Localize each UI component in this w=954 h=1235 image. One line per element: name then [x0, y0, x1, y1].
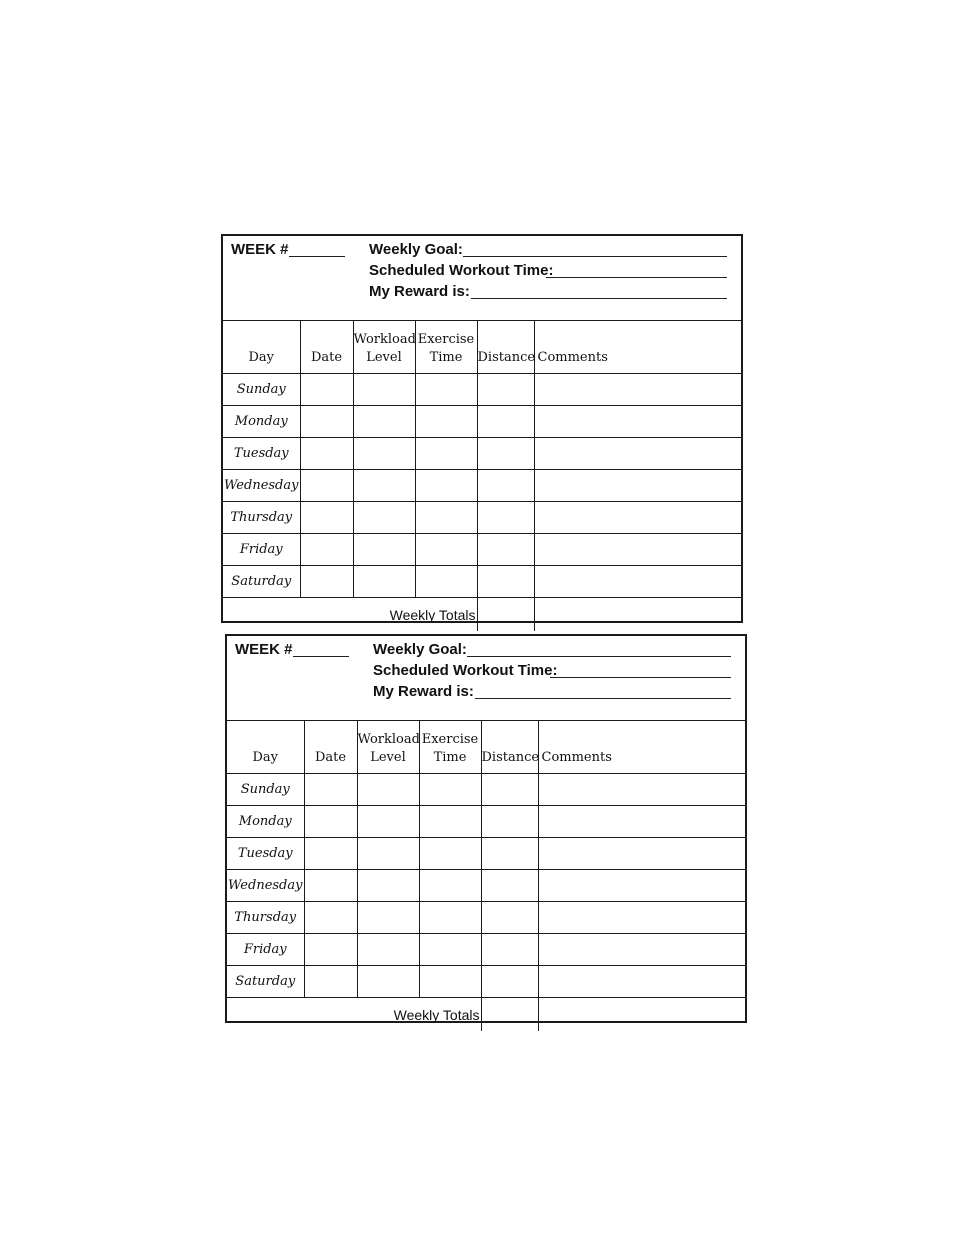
distance-total-cell[interactable] [477, 598, 534, 632]
day-label: Tuesday [227, 838, 304, 870]
totals-row [223, 598, 741, 632]
date-cell[interactable] [304, 774, 357, 806]
column-header-comments: Comments [534, 321, 741, 374]
reward-field[interactable] [475, 698, 731, 699]
table-row [223, 534, 741, 566]
weekly-goal-label: Weekly Goal: [369, 241, 463, 258]
weekly-totals-label: Weekly Totals [223, 598, 477, 632]
date-cell[interactable] [300, 374, 353, 406]
workload-cell[interactable] [353, 534, 415, 566]
distance-cell[interactable] [481, 838, 538, 870]
date-cell[interactable] [300, 438, 353, 470]
scheduled-workout-time-label: Scheduled Workout Time: [369, 262, 554, 279]
table-row [223, 502, 741, 534]
column-header-distance: Distance [481, 721, 538, 774]
comments-cell[interactable] [534, 566, 741, 598]
exercise-time-cell[interactable] [415, 566, 477, 598]
comments-total-cell[interactable] [538, 998, 745, 1032]
comments-cell[interactable] [538, 806, 745, 838]
day-label: Sunday [223, 374, 300, 406]
comments-cell[interactable] [534, 534, 741, 566]
table-row [227, 870, 745, 902]
day-label: Friday [223, 534, 300, 566]
weekly-goal-label: Weekly Goal: [373, 641, 467, 658]
column-header-exercise-time: Exercise Time [419, 721, 481, 774]
exercise-time-cell[interactable] [415, 470, 477, 502]
distance-cell[interactable] [477, 534, 534, 566]
date-cell[interactable] [304, 870, 357, 902]
totals-row [227, 998, 745, 1032]
workout-table [223, 320, 741, 631]
column-header-day: Day [227, 721, 304, 774]
week-number-label: WEEK # [231, 241, 289, 258]
exercise-time-cell[interactable] [419, 806, 481, 838]
column-header-comments: Comments [538, 721, 745, 774]
table-row [223, 438, 741, 470]
weekly-log-form [221, 234, 743, 623]
workload-cell[interactable] [357, 966, 419, 998]
exercise-time-cell[interactable] [419, 934, 481, 966]
workload-cell[interactable] [353, 502, 415, 534]
workload-cell[interactable] [353, 374, 415, 406]
distance-total-cell[interactable] [481, 998, 538, 1032]
column-header-exercise-time: Exercise Time [415, 321, 477, 374]
table-row [227, 902, 745, 934]
distance-cell[interactable] [481, 774, 538, 806]
distance-cell[interactable] [481, 966, 538, 998]
scheduled-workout-time-label: Scheduled Workout Time: [373, 662, 558, 679]
comments-cell[interactable] [538, 838, 745, 870]
weekly-log-form [225, 634, 747, 1023]
table-row [227, 934, 745, 966]
distance-cell[interactable] [477, 406, 534, 438]
comments-cell[interactable] [534, 438, 741, 470]
table-row [223, 470, 741, 502]
workload-cell[interactable] [357, 838, 419, 870]
exercise-time-cell[interactable] [419, 966, 481, 998]
week-number-label: WEEK # [235, 641, 293, 658]
reward-label: My Reward is: [369, 283, 470, 300]
exercise-time-cell[interactable] [415, 374, 477, 406]
exercise-time-cell[interactable] [419, 774, 481, 806]
distance-cell[interactable] [477, 502, 534, 534]
table-row [223, 374, 741, 406]
weekly-goal-field[interactable] [463, 256, 727, 257]
weekly-totals-label: Weekly Totals [227, 998, 481, 1032]
comments-cell[interactable] [534, 502, 741, 534]
comments-cell[interactable] [538, 774, 745, 806]
table-row [223, 566, 741, 598]
distance-cell[interactable] [481, 806, 538, 838]
date-cell[interactable] [300, 406, 353, 438]
workload-cell[interactable] [357, 934, 419, 966]
exercise-time-cell[interactable] [419, 838, 481, 870]
comments-cell[interactable] [538, 934, 745, 966]
workload-cell[interactable] [353, 470, 415, 502]
distance-cell[interactable] [477, 470, 534, 502]
log-header [227, 636, 745, 720]
reward-label: My Reward is: [373, 683, 474, 700]
scheduled-workout-time-field[interactable] [550, 677, 731, 678]
day-label: Sunday [227, 774, 304, 806]
workload-cell[interactable] [353, 438, 415, 470]
distance-cell[interactable] [481, 902, 538, 934]
day-label: Tuesday [223, 438, 300, 470]
weekly-goal-field[interactable] [467, 656, 731, 657]
exercise-time-cell[interactable] [419, 870, 481, 902]
date-cell[interactable] [300, 470, 353, 502]
date-cell[interactable] [300, 502, 353, 534]
comments-cell[interactable] [538, 870, 745, 902]
scheduled-workout-time-field[interactable] [546, 277, 727, 278]
exercise-time-cell[interactable] [415, 406, 477, 438]
log-header [223, 236, 741, 320]
comments-cell[interactable] [534, 374, 741, 406]
day-label: Friday [227, 934, 304, 966]
table-row [227, 838, 745, 870]
day-label: Saturday [227, 966, 304, 998]
day-label: Wednesday [227, 870, 304, 902]
comments-cell[interactable] [538, 966, 745, 998]
workload-cell[interactable] [357, 902, 419, 934]
distance-cell[interactable] [477, 374, 534, 406]
distance-cell[interactable] [481, 870, 538, 902]
date-cell[interactable] [300, 534, 353, 566]
column-header-date: Date [304, 721, 357, 774]
workout-table [227, 720, 745, 1031]
day-label: Monday [227, 806, 304, 838]
column-header-workload-level: Workload Level [357, 721, 419, 774]
workload-cell[interactable] [357, 774, 419, 806]
column-header-distance: Distance [477, 321, 534, 374]
date-cell[interactable] [304, 806, 357, 838]
comments-cell[interactable] [534, 406, 741, 438]
comments-cell[interactable] [538, 902, 745, 934]
day-label: Saturday [223, 566, 300, 598]
distance-cell[interactable] [477, 438, 534, 470]
column-header-date: Date [300, 321, 353, 374]
day-label: Thursday [223, 502, 300, 534]
exercise-time-cell[interactable] [419, 902, 481, 934]
exercise-time-cell[interactable] [415, 534, 477, 566]
column-header-day: Day [223, 321, 300, 374]
date-cell[interactable] [304, 934, 357, 966]
column-header-workload-level: Workload Level [353, 321, 415, 374]
table-row [227, 774, 745, 806]
distance-cell[interactable] [481, 934, 538, 966]
week-number-field[interactable] [289, 256, 345, 257]
date-cell[interactable] [304, 902, 357, 934]
workload-cell[interactable] [357, 870, 419, 902]
table-row [227, 966, 745, 998]
week-number-field[interactable] [293, 656, 349, 657]
distance-cell[interactable] [477, 566, 534, 598]
table-row [223, 406, 741, 438]
comments-total-cell[interactable] [534, 598, 741, 632]
exercise-time-cell[interactable] [415, 502, 477, 534]
date-cell[interactable] [300, 566, 353, 598]
comments-cell[interactable] [534, 470, 741, 502]
workload-cell[interactable] [353, 566, 415, 598]
day-label: Monday [223, 406, 300, 438]
reward-field[interactable] [471, 298, 727, 299]
table-row [227, 806, 745, 838]
day-label: Thursday [227, 902, 304, 934]
exercise-time-cell[interactable] [415, 438, 477, 470]
date-cell[interactable] [304, 838, 357, 870]
workload-cell[interactable] [357, 806, 419, 838]
day-label: Wednesday [223, 470, 300, 502]
date-cell[interactable] [304, 966, 357, 998]
workload-cell[interactable] [353, 406, 415, 438]
